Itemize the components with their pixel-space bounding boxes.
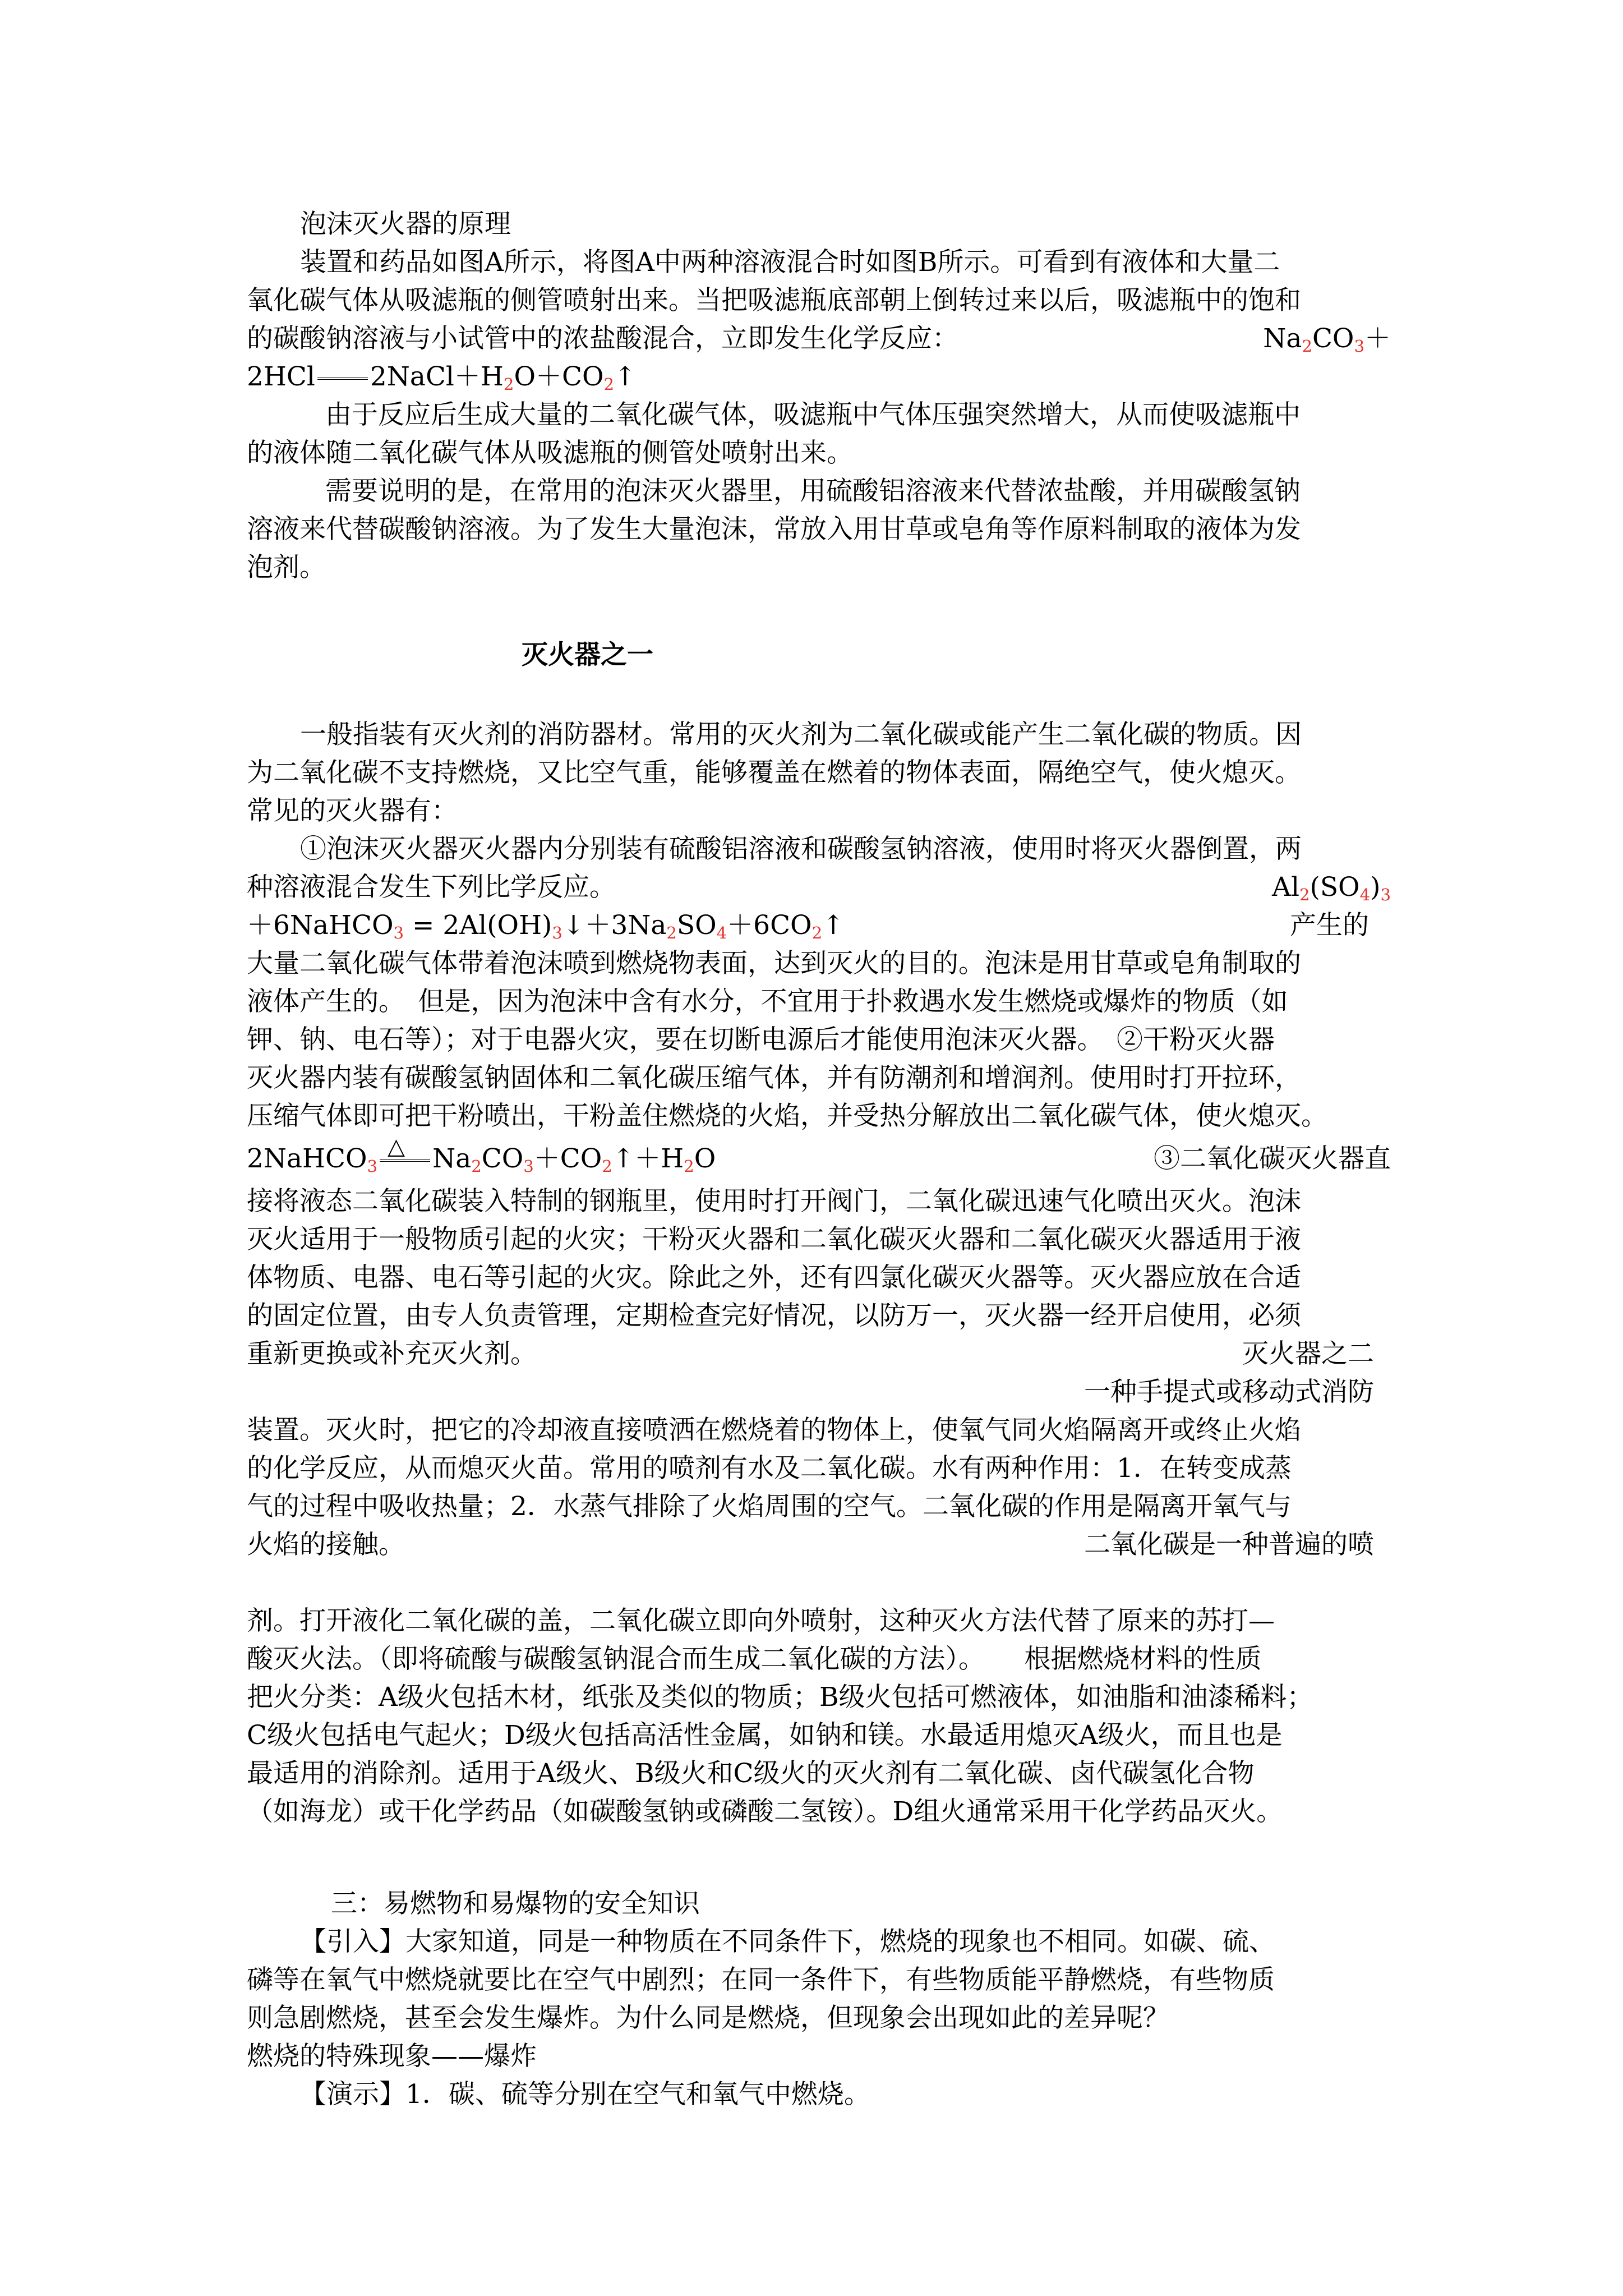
paragraph-text: 重新更换或补充灭火剂。 [247, 1338, 537, 1369]
paragraph-text: 产生的 [1290, 910, 1369, 941]
section-extinguisher-1 [247, 716, 1391, 1831]
paragraph-line [247, 320, 1391, 358]
paragraph-line: 的化学反应，从而熄灭火苗。常用的喷剂有水及二氧化碳。水有两种作用：1．在转变成蒸 [247, 1453, 1292, 1484]
paragraph-text: 二氧化碳是一种普遍的喷 [1084, 1529, 1374, 1560]
heading-extinguisher-2: 灭火器之二 [1242, 1338, 1374, 1369]
paragraph-line: 一般指装有灭火剂的消防器材。常用的灭火剂为二氧化碳或能产生二氧化碳的物质。因 [300, 719, 1302, 750]
paragraph-line: 由于反应后生成大量的二氧化碳气体，吸滤瓶中气体压强突然增大，从而使吸滤瓶中 [325, 399, 1301, 430]
paragraph-text: 火焰的接触。 [247, 1529, 405, 1560]
heading-extinguisher-1: 灭火器之一 [522, 639, 653, 670]
paragraph-line: 灭火适用于一般物质引起的火灾；干粉灭火器和二氧化碳灭火器和二氧化碳灭火器适用于液 [247, 1224, 1301, 1255]
paragraph-line: 压缩气体即可把干粉喷出，干粉盖住燃烧的火焰，并受热分解放出二氧化碳气体，使火熄灭。 [247, 1101, 1327, 1131]
paragraph-line: 气的过程中吸收热量；2．水蒸气排除了火焰周围的空气。二氧化碳的作用是隔离开氧气与 [247, 1491, 1292, 1522]
paragraph-text: ③二氧化碳灭火器直 [1154, 1143, 1391, 1174]
paragraph-line [247, 868, 1391, 907]
paragraph-line: 磷等在氧气中燃烧就要比在空气中剧烈；在同一条件下，有些物质能平静燃烧，有些物质 [247, 1964, 1275, 1995]
paragraph-line [247, 1335, 1391, 1373]
equation-3: 2NaHCO$_3$ △ $Na_2CO_3+CO_2↑+H_2O$ ③二氧化碳灭火器直 [247, 1135, 1391, 1182]
paragraph-line: ①泡沫灭火器灭火器内分别装有硫酸铝溶液和碳酸氢钠溶液，使用时将灭火器倒置，两 [300, 834, 1302, 864]
section-title: 三：易燃物和易爆物的安全知识 [331, 1888, 700, 1919]
paragraph-line: 最适用的消除剂。适用于A级火、B级火和C级火的灭火剂有二氧化碳、卤代碳氢化合物 [247, 1758, 1255, 1789]
paragraph-line: 需要说明的是，在常用的泡沫灭火器里，用硫酸铝溶液来代替浓盐酸，并用碳酸氢钠 [325, 476, 1301, 507]
paragraph-line: 【引入】大家知道，同是一种物质在不同条件下，燃烧的现象也不相同。如碳、硫、 [300, 1926, 1275, 1957]
paragraph-line: 则急剧燃烧，甚至会发生爆炸。为什么同是燃烧，但现象会出现如此的差异呢？ [247, 2003, 1169, 2033]
paragraph-line: 装置和药品如图A所示，将图A中两种溶液混合时如图B所示。可看到有液体和大量二 [300, 247, 1280, 278]
paragraph-line: 燃烧的特殊现象——爆炸 [247, 2041, 537, 2072]
paragraph-text: 一种手提式或移动式消防 [1084, 1377, 1374, 1407]
paragraph-line [247, 1373, 1391, 1411]
section-title: 泡沫灭火器的原理 [300, 209, 511, 240]
equation-2-start: $Al_2(SO_4)_3$ [1272, 872, 1391, 905]
paragraph-line: 溶液来代替碳酸钠溶液。为了发生大量泡沫，常放入用甘草或皂角等作原料制取的液体为发 [247, 514, 1301, 545]
paragraph-line: 体物质、电器、电石等引起的火灾。除此之外，还有四氯化碳灭火器等。灭火器应放在合适 [247, 1262, 1301, 1293]
paragraph-line: 剂。打开液化二氧化碳的盖，二氧化碳立即向外喷射，这种灭火方法代替了原来的苏打— [247, 1605, 1275, 1636]
paragraph-line: 大量二氧化碳气体带着泡沫喷到燃烧物表面，达到灭火的目的。泡沫是用甘草或皂角制取的 [247, 948, 1301, 979]
paragraph-line: 氧化碳气体从吸滤瓶的侧管喷射出来。当把吸滤瓶底部朝上倒转过来以后，吸滤瓶中的饱和 [247, 285, 1301, 316]
paragraph-line: 的液体随二氧化碳气体从吸滤瓶的侧管处喷射出来。 [247, 438, 853, 468]
equation-2: ＋6NaHCO$_3$ = $2Al(OH)_3↓+3Na_2SO_4+6CO_2↑$ 产生的 [247, 907, 1391, 945]
paragraph-line: 装置。灭火时，把它的冷却液直接喷洒在燃烧着的物体上，使氧气同火焰隔离开或终止火焰 [247, 1415, 1301, 1446]
equation-1-start: $Na_2CO_3+$ [1263, 323, 1391, 356]
paragraph-text: 种溶液混合发生下列比学反应。 [247, 872, 616, 903]
paragraph-text: 的碳酸钠溶液与小试管中的浓盐酸混合，立即发生化学反应： [247, 323, 958, 354]
paragraph-line: 【演示】1．碳、硫等分别在空气和氧气中燃烧。 [300, 2079, 870, 2110]
paragraph-line: 的固定位置，由专人负责管理，定期检查完好情况，以防万一，灭火器一经开启使用，必须 [247, 1300, 1301, 1331]
paragraph-line: 泡剂。 [247, 552, 326, 583]
paragraph-line: 接将液态二氧化碳装入特制的钢瓶里，使用时打开阀门，二氧化碳迅速气化喷出灭火。泡沫 [247, 1186, 1301, 1217]
paragraph-line: 灭火器内装有碳酸氢钠固体和二氧化碳压缩气体，并有防潮剂和增润剂。使用时打开拉环， [247, 1062, 1301, 1093]
paragraph-line: 酸灭火法。（即将硫酸与碳酸氢钠混合而生成二氧化碳的方法）。 根据燃烧材料的性质 [247, 1644, 1262, 1674]
paragraph-line [247, 1526, 1391, 1564]
paragraph-line: （如海龙）或干化学药品（如碳酸氢钠或磷酸二氢铵）。D组火通常采用干化学药品灭火。 [247, 1796, 1283, 1827]
paragraph-line: 为二氧化碳不支持燃烧，又比空气重，能够覆盖在燃着的物体表面，隔绝空气，使火熄灭。 [247, 757, 1301, 788]
paragraph-line: 钾、钠、电石等）；对于电器火灾，要在切断电源后才能使用泡沫灭火器。 ②干粉灭火器 [247, 1024, 1275, 1055]
section-flammable-safety [247, 1885, 1391, 2114]
paragraph-line: 液体产生的。 但是，因为泡沫中含有水分，不宜用于扑救遇水发生燃烧或爆炸的物质（如 [247, 986, 1288, 1017]
paragraph-line: C级火包括电气起火；D级火包括高活性金属，如钠和镁。水最适用熄灭A级火，而且也是 [247, 1720, 1283, 1751]
equation-1: 2HCl $2NaCl+H_2O+CO_2↑$ [247, 361, 637, 394]
section-foam-principle [247, 205, 1391, 587]
paragraph-line: 把火分类：A级火包括木材，纸张及类似的物质；B级火包括可燃液体，如油脂和油漆稀料； [247, 1682, 1313, 1713]
heat-symbol: △ [377, 1140, 432, 1178]
paragraph-line: 常见的灭火器有： [247, 795, 458, 826]
